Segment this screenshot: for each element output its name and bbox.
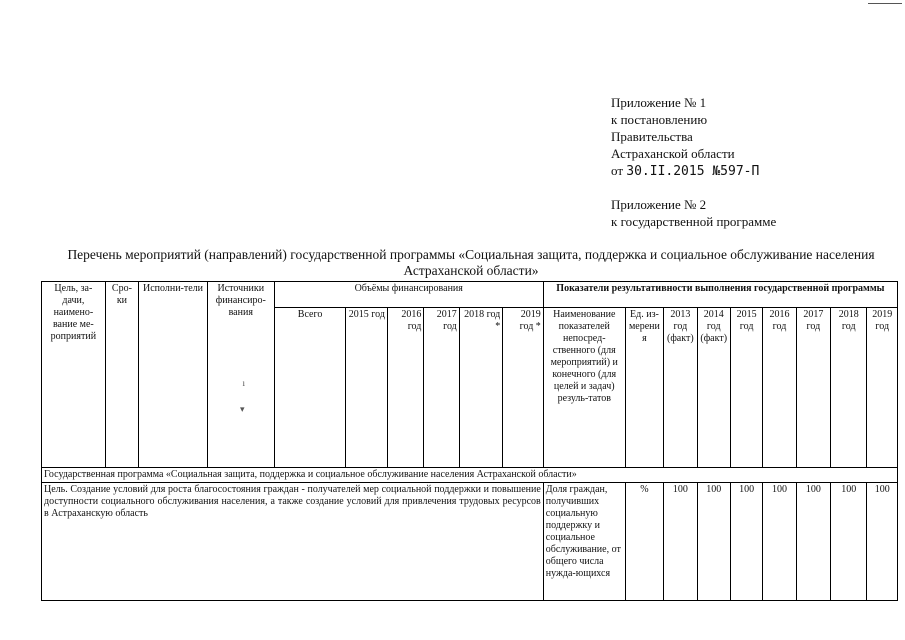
header-goal [42,282,106,468]
goal-value-2015: 100 [730,483,762,601]
appendix-2-line2: к государственной программе [611,214,777,229]
header-goal-text: Цель, за-дачи, наимено-вание ме-роприятий [50,283,97,342]
appendix-1-line4: Астраханской области [611,146,735,161]
decree-prefix: от [611,163,624,178]
appendix-2-header [611,196,776,230]
goal-value-2018: 100 [831,483,867,601]
header-indicator-name: Наименование показателей непосред-ственного (для мероприятий) и конечного (для целей и задач) резуль-татов [543,308,625,468]
goal-unit: % [625,483,663,601]
stray-mark-1: ı [242,378,246,388]
header-ind-2014: 2014 год (факт) [697,308,730,468]
appendix-1-line3: Правительства [611,129,693,144]
measures-table [41,281,898,601]
decree-date-number: 30.II.2015 №597-П [626,164,760,179]
header-funding-2018: 2018 год * [459,308,503,468]
goal-value-2014: 100 [697,483,730,601]
header-ind-2013: 2013 год (факт) [664,308,697,468]
header-sources-text: Источники финансиро-вания [215,283,266,318]
appendix-1-line2: к постановлению [611,112,708,127]
goal-indicator: Доля граждан, получивших социальную поддержку и социальное обслуживание, от общего числа нужда-ющихся [543,483,625,601]
header-terms: Сро-ки [105,282,138,468]
goal-text: Цель. Создание условий для роста благосостояния граждан - получателей мер социальной поддержки и повышение доступности социального обслуживания населения, а также создание условий для привлечения трудовых ресурсов в Астраханскую область [42,483,544,601]
program-row-text: Государственная программа «Социальная защита, поддержка и социальное обслуживание населения Астраханской области» [42,468,898,483]
appendix-1-line1: Приложение № 1 [611,95,707,110]
program-row [42,468,898,483]
header-ind-2018: 2018 год [831,308,867,468]
header-funding-2017: 2017 год [424,308,459,468]
decree-line [611,162,759,180]
corner-scan-mark [868,3,902,4]
goal-value-2016: 100 [763,483,796,601]
header-ind-2016: 2016 год [763,308,796,468]
header-unit: Ед. из-мерения [625,308,663,468]
header-funding-total: Всего [274,308,346,468]
header-ind-2017: 2017 год [796,308,830,468]
goal-value-2019: 100 [867,483,898,601]
header-row-1 [42,282,898,308]
header-sources [207,282,274,468]
header-executors: Исполни-тели [139,282,208,468]
header-ind-2015: 2015 год [730,308,762,468]
goal-value-2017: 100 [796,483,830,601]
header-indicators-group: Показатели результативности выполнения государственной программы [543,282,897,308]
header-ind-2019: 2019 год [867,308,898,468]
header-funding-group: Объёмы финансирования [274,282,543,308]
goal-value-2013: 100 [664,483,697,601]
header-funding-2015: 2015 год [346,308,387,468]
goal-row [42,483,898,601]
document-title: Перечень мероприятий (направлений) государственной программы «Социальная защита, поддержка и социальное обслуживание населения Астраханской области» [67,247,875,278]
appendix-1-header [611,94,759,180]
header-funding-2019: 2019 год * [503,308,544,468]
header-funding-2016: 2016 год [387,308,423,468]
stray-mark-2: ▾ [240,404,245,414]
appendix-2-line1: Приложение № 2 [611,197,707,212]
